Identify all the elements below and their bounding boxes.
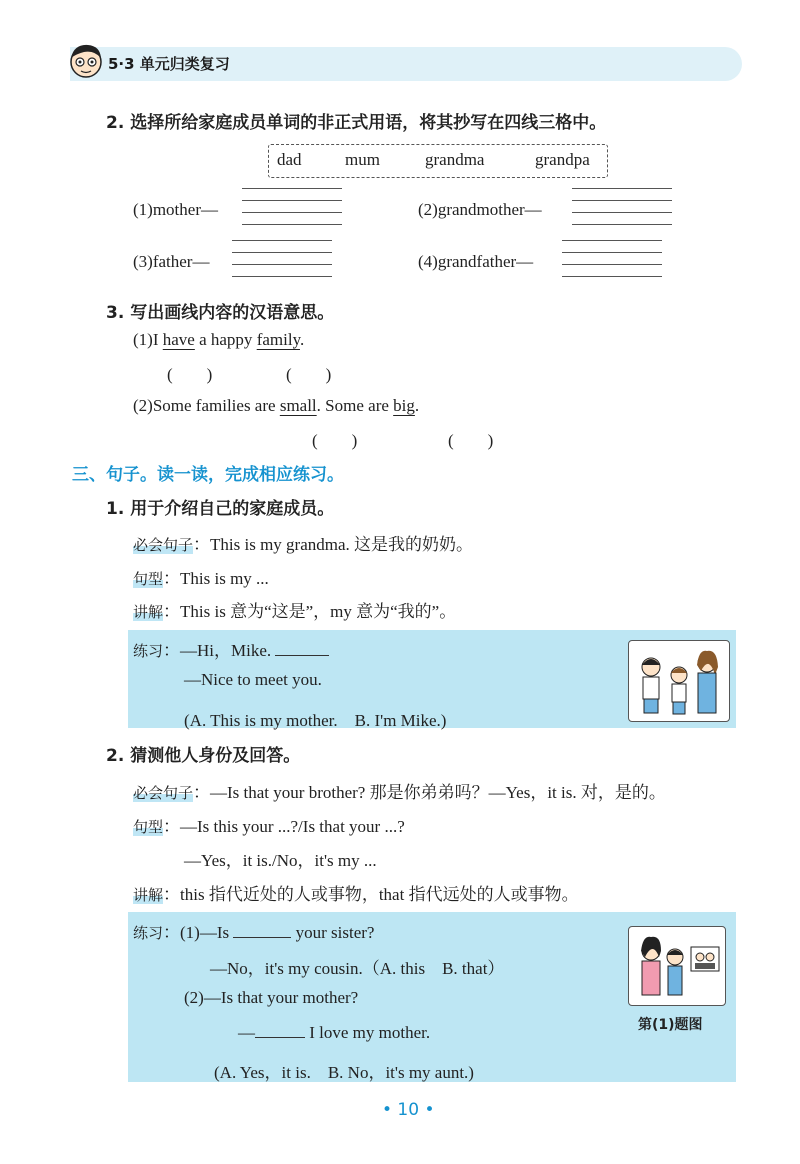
part2-explain: 讲解：this 指代近处的人或事物，that 指代远处的人或事物。 bbox=[133, 885, 579, 904]
explain-label: 讲解 bbox=[133, 603, 164, 621]
four-line-grid-1[interactable] bbox=[242, 188, 342, 224]
part1-heading: 1. 用于介绍自己的家庭成员。 bbox=[106, 499, 335, 519]
part2-practice-2a: (2)—Is that your mother? bbox=[184, 988, 359, 1007]
part2-heading: 2. 猜测他人身份及回答。 bbox=[106, 746, 301, 766]
q2-heading: 2. 选择所给家庭成员单词的非正式用语，将其抄写在四线三格中。 bbox=[106, 113, 607, 133]
part1-practice-line2: —Nice to meet you. bbox=[184, 670, 322, 689]
must-label: 必会句子 bbox=[133, 784, 194, 802]
figure-caption: 第(1)题图 bbox=[638, 1017, 703, 1033]
answer-paren[interactable]: ( ) bbox=[286, 365, 332, 384]
word-grandma: grandma bbox=[425, 150, 485, 169]
word-box bbox=[268, 144, 608, 178]
answer-blank[interactable] bbox=[255, 1037, 305, 1038]
underlined-have: have bbox=[162, 330, 195, 349]
word-grandpa: grandpa bbox=[535, 150, 590, 169]
q3-sentence-1: (1)I have a happy family. bbox=[133, 330, 305, 349]
part2-practice-2d: (A. Yes，it is. B. No，it's my aunt.) bbox=[214, 1063, 474, 1082]
part1-must: 必会句子：This is my grandma. 这是我的奶奶。 bbox=[133, 535, 474, 554]
four-line-grid-3[interactable] bbox=[232, 240, 332, 276]
answer-paren[interactable]: ( ) bbox=[312, 431, 358, 450]
mascot-icon bbox=[66, 40, 106, 82]
part2-practice-1c: —No，it's my cousin.（A. this B. that） bbox=[210, 959, 505, 978]
part1-pattern: 句型：This is my ... bbox=[133, 569, 269, 588]
part2-must: 必会句子：—Is that your brother? 那是你弟弟吗？—Yes，it is. 对，是的。 bbox=[133, 783, 666, 802]
part2-pattern-2: —Yes，it is./No，it's my ... bbox=[184, 851, 377, 870]
pattern-label: 句型 bbox=[133, 570, 164, 588]
answer-paren[interactable]: ( ) bbox=[167, 365, 213, 384]
word-mum: mum bbox=[345, 150, 380, 169]
underlined-big: big bbox=[393, 396, 415, 415]
answer-blank[interactable] bbox=[233, 937, 291, 938]
q2-item-4: (4)grandfather— bbox=[418, 252, 534, 271]
underlined-small: small bbox=[279, 396, 317, 415]
four-line-grid-2[interactable] bbox=[572, 188, 672, 224]
part2-practice-2b: — I love my mother. bbox=[238, 1023, 431, 1042]
four-line-grid-4[interactable] bbox=[562, 240, 662, 276]
q2-item-2: (2)grandmother— bbox=[418, 200, 542, 219]
q3-sentence-2: (2)Some families are small. Some are big. bbox=[133, 396, 420, 415]
family-illustration-icon bbox=[628, 640, 730, 722]
header-title: 5·3 单元归类复习 bbox=[108, 55, 230, 73]
word-dad: dad bbox=[277, 150, 302, 169]
pattern-label: 句型 bbox=[133, 818, 164, 836]
photo-illustration-icon bbox=[628, 926, 726, 1006]
answer-blank[interactable] bbox=[275, 655, 329, 656]
part2-practice-1a: 练习：(1)—Is your sister? bbox=[133, 923, 375, 942]
must-label: 必会句子 bbox=[133, 536, 194, 554]
part1-practice-line1: 练习：—Hi，Mike. bbox=[133, 636, 329, 661]
q2-item-3: (3)father— bbox=[133, 252, 210, 271]
part1-explain: 讲解：This is 意为“这是”，my 意为“我的”。 bbox=[133, 602, 457, 621]
part2-pattern: 句型：—Is this your ...?/Is that your ...? bbox=[133, 817, 405, 836]
answer-paren[interactable]: ( ) bbox=[448, 431, 494, 450]
q3-heading: 3. 写出画线内容的汉语意思。 bbox=[106, 303, 335, 323]
page-number: • 10 • bbox=[382, 1100, 435, 1120]
explain-label: 讲解 bbox=[133, 886, 164, 904]
part1-practice-line3: (A. This is my mother. B. I'm Mike.) bbox=[184, 711, 447, 730]
q2-item-1: (1)mother— bbox=[133, 200, 218, 219]
section3-heading: 三、句子。读一读，完成相应练习。 bbox=[72, 465, 344, 485]
underlined-family: family bbox=[256, 330, 300, 349]
